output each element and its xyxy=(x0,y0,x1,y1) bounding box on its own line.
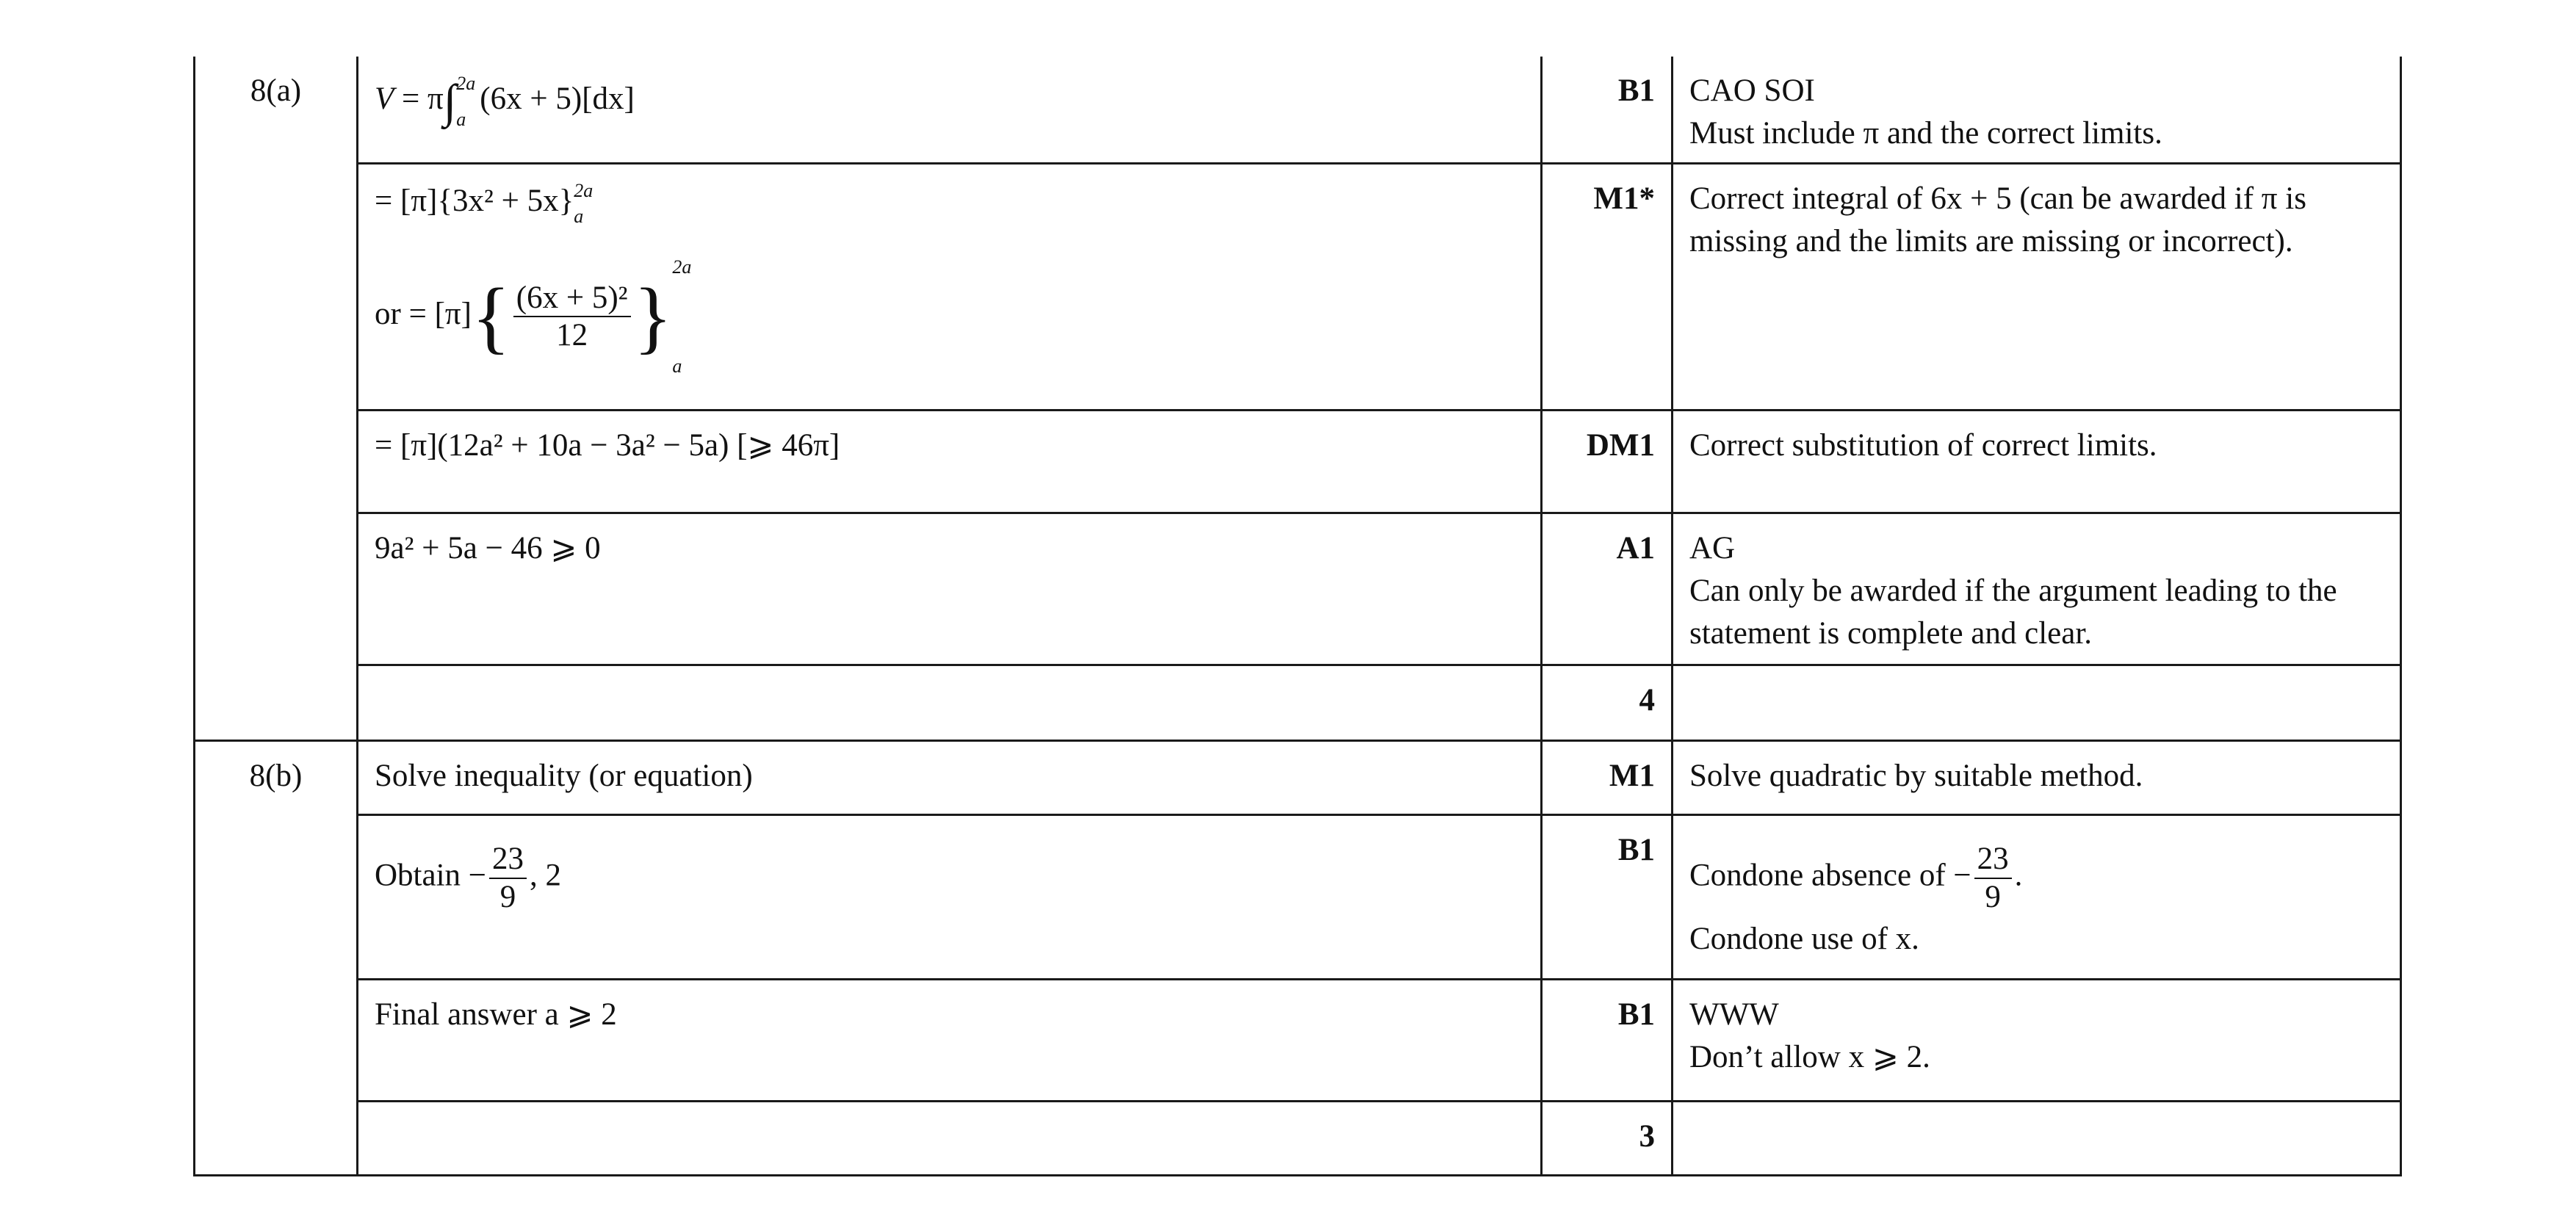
mark-cell xyxy=(1542,980,1673,1102)
guidance-cell: WWW Don’t allow x ⩾ 2. xyxy=(1673,980,2401,1102)
total-mark-cell xyxy=(1542,1102,1673,1176)
answer-cell: Solve inequality (or equation) xyxy=(358,741,1542,815)
answer-cell xyxy=(358,57,1542,164)
guidance-cell xyxy=(1673,665,2401,741)
volume-integral: V = π∫ 2a a (6x + 5)[dx] xyxy=(375,73,635,131)
mark-scheme-table xyxy=(193,57,2402,1176)
table-row xyxy=(195,980,2401,1102)
guidance-cell: Solve quadratic by suitable method. xyxy=(1673,741,2401,815)
mark-code: DM1 xyxy=(1586,428,1655,463)
mark-cell xyxy=(1542,411,1673,513)
integral-sign-icon: ∫ xyxy=(443,75,457,127)
table-row xyxy=(195,57,2401,164)
mark-cell xyxy=(1542,513,1673,665)
mark-code: B1 xyxy=(1617,997,1655,1033)
mark-code: B1 xyxy=(1617,833,1655,868)
table-row xyxy=(195,741,2401,815)
total-mark-cell xyxy=(1542,665,1673,741)
quadratic-inequality: 9a² + 5a − 46 ⩾ 0 xyxy=(375,531,601,566)
substitution-line: = [π](12a² + 10a − 3a² − 5a) [⩾ 46π] xyxy=(375,428,840,463)
table-row xyxy=(195,411,2401,513)
guidance-cell: Correct substitution of correct limits. xyxy=(1673,411,2401,513)
answer-cell xyxy=(358,411,1542,513)
guidance-cell: CAO SOI Must include π and the correct limits. xyxy=(1673,57,2401,164)
guidance-cell: Correct integral of 6x + 5 (can be awarded if π is missing and the limits are missing or incorrect). xyxy=(1673,164,2401,411)
table-row xyxy=(195,513,2401,665)
final-answer: Final answer a ⩾ 2 xyxy=(375,997,617,1033)
mark-cell xyxy=(1542,57,1673,164)
mark-cell xyxy=(1542,164,1673,411)
answer-cell xyxy=(358,815,1542,980)
table-row xyxy=(195,665,2401,741)
mark-code: A1 xyxy=(1616,531,1655,566)
obtain-roots: Obtain − $\frac{23}{9}$ , 2 xyxy=(375,842,562,914)
table-row xyxy=(195,1102,2401,1176)
answer-cell xyxy=(358,1102,1542,1176)
guidance-cell: AG Can only be awarded if the argument leading to the statement is complete and clear. xyxy=(1673,513,2401,665)
total-mark: 3 xyxy=(1639,1119,1655,1154)
guidance-cell xyxy=(1673,1102,2401,1176)
question-number-cell xyxy=(195,57,358,741)
table-row xyxy=(195,164,2401,411)
total-mark: 4 xyxy=(1639,683,1655,718)
mark-code: B1 xyxy=(1617,73,1655,108)
table-row xyxy=(195,815,2401,980)
question-number: 8(b) xyxy=(249,759,303,794)
question-number: 8(a) xyxy=(250,73,302,108)
mark-cell xyxy=(1542,815,1673,980)
mark-code: M1 xyxy=(1609,759,1655,794)
antiderivative-line-2: or = [π]{ $\frac{\text{(6x + 5)²}}{12}$ } 2a a xyxy=(375,256,692,377)
answer-cell xyxy=(358,164,1542,411)
answer-cell xyxy=(358,980,1542,1102)
guidance-cell: Condone absence of − $\frac{23}{9}$ . Condone use of x. xyxy=(1673,815,2401,980)
answer-cell xyxy=(358,513,1542,665)
mark-cell xyxy=(1542,741,1673,815)
question-number-cell xyxy=(195,741,358,1176)
mark-code: M1* xyxy=(1593,181,1655,217)
answer-cell xyxy=(358,665,1542,741)
antiderivative-line-1: = [π]{3x² + 5x} 2a a xyxy=(375,180,594,228)
